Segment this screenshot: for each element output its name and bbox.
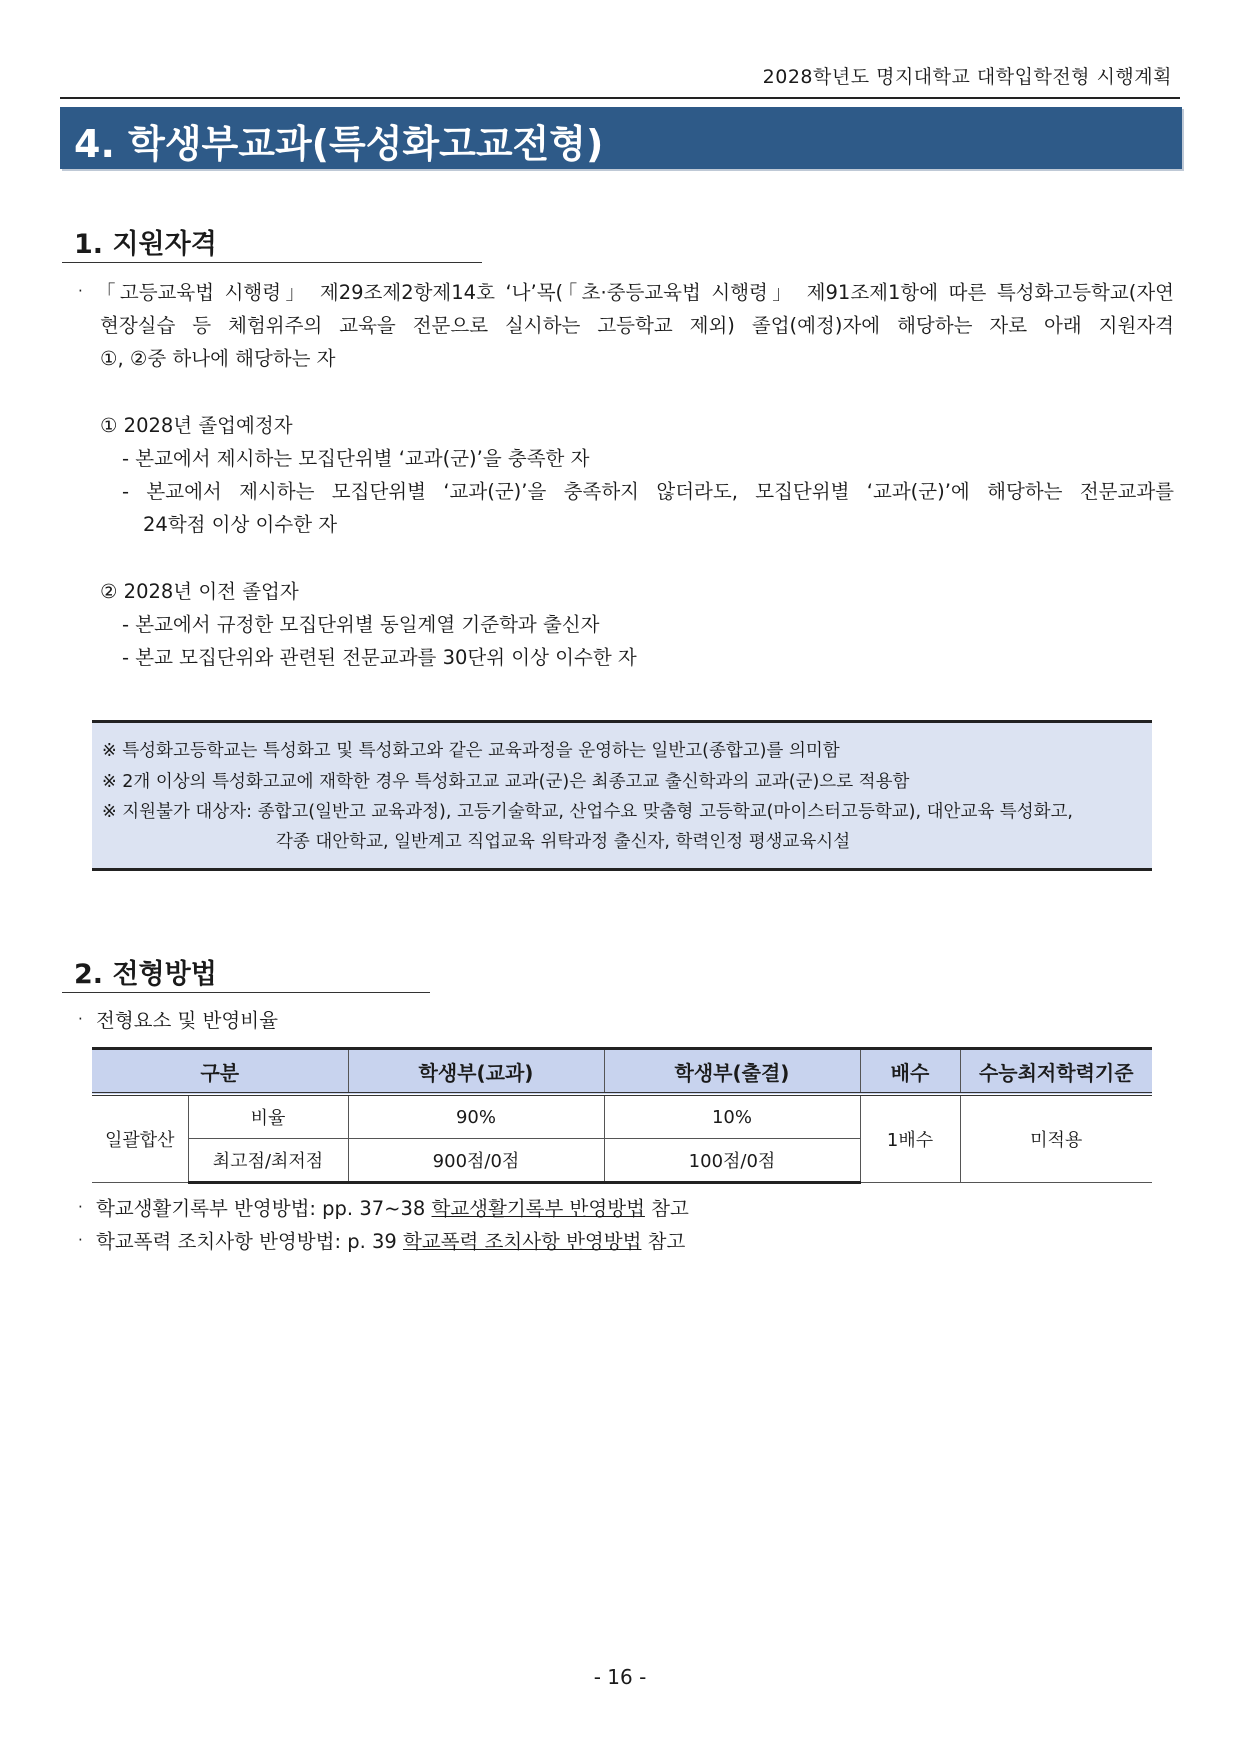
reference-link[interactable]: 학교폭력 조치사항 반영방법 [403, 1230, 642, 1253]
selection-ratio-table [92, 1047, 1152, 1184]
item1-sub1: - 본교에서 제시하는 모집단위별 ‘교과(군)’을 충족한 자 [122, 447, 590, 470]
notice-line: 각종 대안학교, 일반계고 직업교육 위탁과정 출신자, 학력인정 평생교육시설 [276, 832, 851, 852]
bullet-dot: · [78, 1010, 83, 1028]
item2-title: ② 2028년 이전 졸업자 [100, 580, 299, 603]
table-header-cell: 배수 [860, 1049, 960, 1095]
bullet-dot: · [78, 1231, 83, 1249]
section1-title: 1. 지원자격 [74, 229, 217, 260]
item1-sub2-line1: - 본교에서 제시하는 모집단위별 ‘교과(군)’을 충족하지 않더라도, 모집단위별 ‘교과(군)’에 해당하는 전문교과를 [122, 480, 1174, 503]
bullet-dot: · [78, 1198, 83, 1216]
reference-line-2 [96, 1225, 685, 1258]
table-row [92, 1094, 1152, 1139]
notice-line: ※ 지원불가 대상자: 종합고(일반고 교육과정), 고등기술학교, 산업수요 맞춤형 고등학교(마이스터고등학교), 대안교육 특성화고, [102, 802, 1073, 822]
reference-text: 참고 [641, 1230, 686, 1253]
reference-text: 참고 [644, 1197, 689, 1220]
notice-box [92, 720, 1152, 871]
table-row-label: 비율 [188, 1094, 348, 1139]
intro-line: 「고등교육법 시행령」 제29조제2항제14호 ‘나’목(「초·중등교육법 시행령」 제91조제1항에 따른 특성화고등학교(자연 [96, 281, 1174, 304]
item2-sub1: - 본교에서 규정한 모집단위별 동일계열 기준학과 출신자 [122, 613, 600, 636]
chapter-banner [60, 107, 1182, 169]
intro-line: 현장실습 등 체험위주의 교육을 전문으로 실시하는 고등학교 제외) 졸업(예정)자에 해당하는 자로 아래 지원자격 [100, 314, 1174, 337]
section2-subtitle: 전형요소 및 반영비율 [96, 1009, 278, 1032]
table-header-cell: 수능최저학력기준 [960, 1049, 1152, 1095]
reference-text: 학교생활기록부 반영방법: pp. 37~38 [96, 1197, 432, 1220]
notice-line: ※ 특성화고등학교는 특성화고 및 특성화고와 같은 교육과정을 운영하는 일반고(종합고)를 의미함 [102, 741, 840, 761]
item1-sub2-line2: 24학점 이상 이수한 자 [143, 513, 338, 536]
table-header-cell: 구분 [92, 1049, 348, 1095]
table-group-label: 일괄합산 [92, 1094, 188, 1183]
bullet-dot: · [78, 282, 83, 300]
table-cell-min-standard: 미적용 [960, 1094, 1152, 1183]
reference-line-1 [96, 1192, 689, 1225]
chapter-title: 4. 학생부교과(특성화고교전형) [74, 122, 604, 166]
notice-line: ※ 2개 이상의 특성화고교에 재학한 경우 특성화고교 교과(군)은 최종고교 출신학과의 교과(군)으로 적용함 [102, 772, 910, 792]
table-header-cell: 학생부(출결) [604, 1049, 860, 1095]
table-cell: 10% [604, 1094, 860, 1139]
table-cell: 100점/0점 [604, 1139, 860, 1183]
table-cell: 900점/0점 [348, 1139, 604, 1183]
header-divider [60, 97, 1180, 99]
item2-sub2: - 본교 모집단위와 관련된 전문교과를 30단위 이상 이수한 자 [122, 646, 637, 669]
page-number: - 16 - [593, 1665, 647, 1689]
section2-title: 2. 전형방법 [74, 959, 217, 990]
reference-link[interactable]: 학교생활기록부 반영방법 [431, 1197, 645, 1220]
section1-divider [62, 262, 482, 263]
section2-divider [62, 992, 430, 993]
table-header-cell: 학생부(교과) [348, 1049, 604, 1095]
item1-title: ① 2028년 졸업예정자 [100, 414, 293, 437]
table-cell: 90% [348, 1094, 604, 1139]
intro-line: ①, ②중 하나에 해당하는 자 [100, 347, 336, 370]
table-row-label: 최고점/최저점 [188, 1139, 348, 1183]
document-header-title: 2028학년도 명지대학교 대학입학전형 시행계획 [762, 66, 1172, 88]
reference-text: 학교폭력 조치사항 반영방법: p. 39 [96, 1230, 403, 1253]
table-cell-multiplier: 1배수 [860, 1094, 960, 1183]
